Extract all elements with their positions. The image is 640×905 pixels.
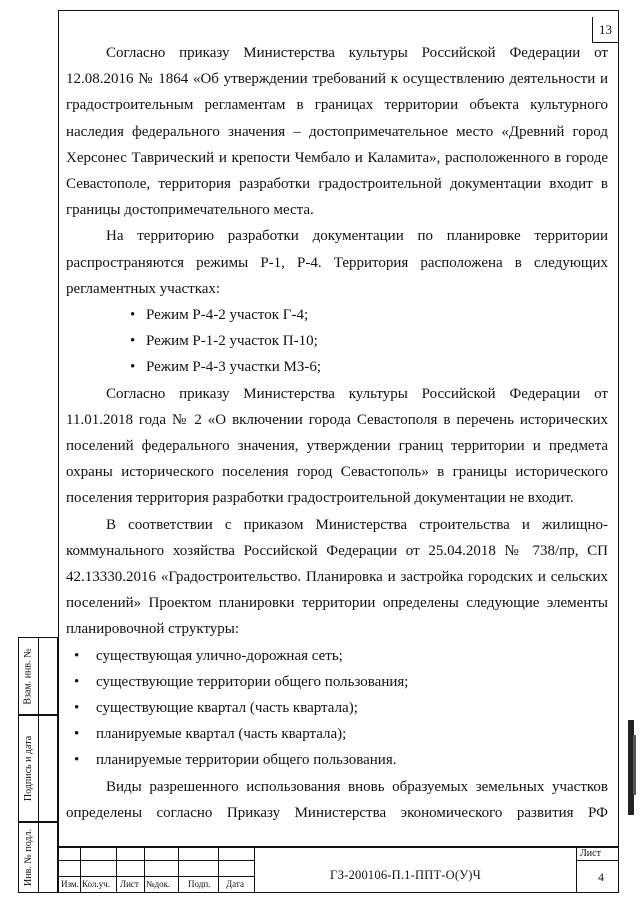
list-item: • Режим Р-4-2 участок Г-4; bbox=[66, 302, 608, 328]
bullet-icon: • bbox=[74, 752, 80, 769]
side-cell-vzam bbox=[18, 637, 58, 715]
sheet-label: Лист bbox=[580, 848, 601, 859]
list-item: • существующие территории общего пользования; bbox=[66, 669, 608, 695]
regime-list bbox=[66, 302, 608, 381]
bullet-icon: • bbox=[130, 333, 136, 350]
list-item: • планируемые территории общего пользования. bbox=[66, 747, 608, 773]
list-item: • Режим Р-1-2 участок П-10; bbox=[66, 328, 608, 354]
stamp-header: Лист bbox=[120, 879, 139, 889]
document-body bbox=[66, 40, 608, 826]
stamp-header: №док. bbox=[146, 879, 171, 889]
paragraph-3: Согласно приказу Министерства культуры Российской Федерации от 11.01.2018 года № 2 «О включении города Севастополя в перечень исторических поселений федерального значения, утверждении границ территории и предмета охраны исторического поселения город Севастополь» в границы исторического поселения территория разработки градостроительной документации не входит. bbox=[66, 385, 608, 507]
bullet-icon: • bbox=[130, 307, 136, 324]
sheet-number: 4 bbox=[598, 870, 604, 884]
bullet-icon: • bbox=[74, 726, 80, 743]
paragraph-4: В соответствии с приказом Министерства строительства и жилищно-коммунального хозяйства Российской Федерации от 25.04.2018 № 738/пр, СП 42.13330.2016 «Градостроительство. Планировка и застройка городских и сельских поселений» Проектом планировки территории определены следующие элементы планировочной структуры: bbox=[66, 516, 608, 638]
bullet-icon: • bbox=[130, 359, 136, 376]
stamp-header: Подп. bbox=[188, 879, 211, 889]
paragraph-1: Согласно приказу Министерства культуры Российской Федерации от 12.08.2016 № 1864 «Об утверждении требований к осуществлению деятельности и градостроительным регламентам в границах территории объекта культурного наследия федерального значения – достопримечательное место «Древний город Херсонес Таврический и крепости Чембало и Каламита», расположенного в городе Севастополе, территория разработки градостроительной документации входит в границы достопримечательного места. bbox=[66, 45, 608, 219]
list-item: • существующие квартал (часть квартала); bbox=[66, 695, 608, 721]
paragraph-2: На территорию разработки документации по планировке территории распространяются режимы Р-1, Р-4. Территория расположена в следующих регламентных участках: bbox=[66, 228, 608, 297]
list-item: • планируемые квартал (часть квартала); bbox=[66, 721, 608, 747]
side-cell-podp bbox=[18, 715, 58, 822]
side-label-vzam: Взам. инв. № bbox=[23, 647, 35, 705]
elements-list bbox=[66, 643, 608, 774]
side-label-inv: Инв. № подл. bbox=[23, 829, 35, 886]
stamp-header: Кол.уч. bbox=[82, 879, 110, 889]
bullet-icon: • bbox=[74, 647, 80, 664]
side-stamp bbox=[18, 637, 58, 893]
side-cell-inv bbox=[18, 822, 58, 893]
page-number: 13 bbox=[592, 17, 618, 43]
list-item: • Режим Р-4-3 участки МЗ-6; bbox=[66, 354, 608, 380]
paragraph-5: Виды разрешенного использования вновь образуемых земельных участков определены согласно Приказу Министерства экономического развития РФ bbox=[66, 778, 608, 821]
stamp-header: Изм. bbox=[61, 879, 79, 889]
stamp-header: Дата bbox=[226, 879, 244, 889]
bullet-icon: • bbox=[74, 673, 80, 690]
bullet-icon: • bbox=[74, 700, 80, 717]
scan-artifact bbox=[633, 735, 636, 795]
list-item: • существующая улично-дорожная сеть; bbox=[66, 643, 608, 669]
document-code: ГЗ-200106-П.1-ППТ-О(У)Ч bbox=[330, 868, 481, 882]
side-label-podp: Подпись и дата bbox=[23, 735, 34, 802]
